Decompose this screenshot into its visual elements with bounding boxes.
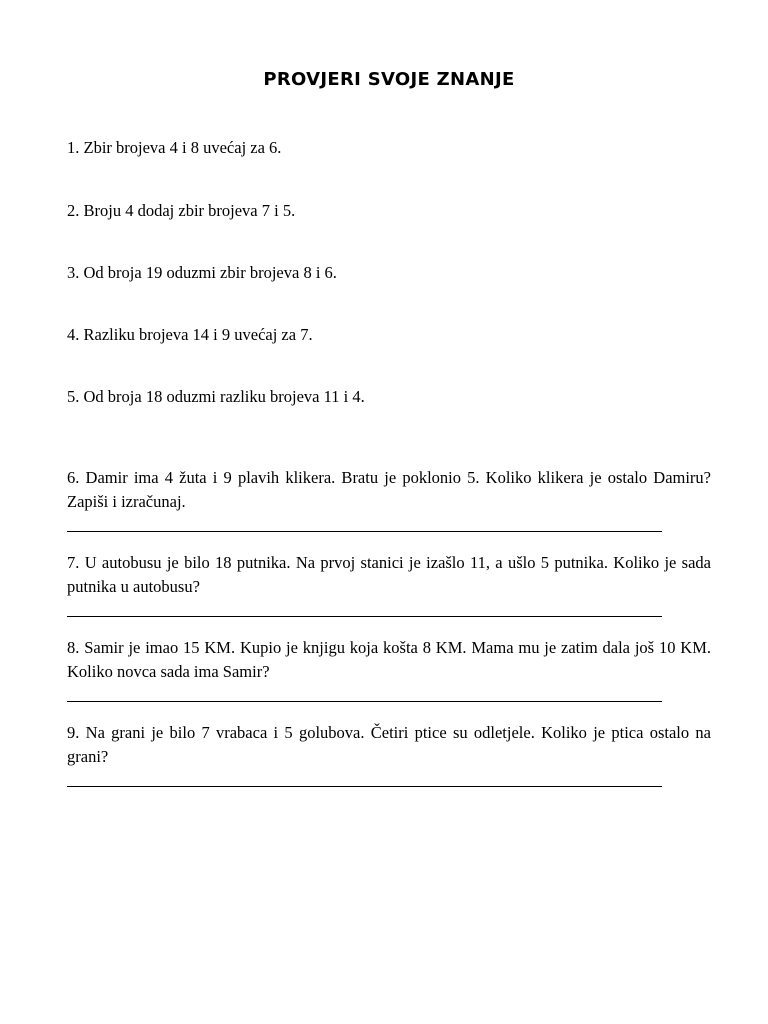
answer-line-6[interactable] [67, 531, 662, 532]
question-1: 1. Zbir brojeva 4 i 8 uvećaj za 6. [67, 138, 282, 157]
answer-line-7[interactable] [67, 616, 662, 617]
question-9: 9. Na grani je bilo 7 vrabaca i 5 golubova. Četiri ptice su odletjele. Koliko je ptica ostalo na grani? [67, 723, 711, 766]
question-5: 5. Od broja 18 oduzmi razliku brojeva 11 i 4. [67, 387, 365, 406]
answer-line-9[interactable] [67, 786, 662, 787]
answer-line-8[interactable] [67, 701, 662, 702]
question-3: 3. Od broja 19 oduzmi zbir brojeva 8 i 6. [67, 263, 337, 282]
question-6: 6. Damir ima 4 žuta i 9 plavih klikera. Bratu je poklonio 5. Koliko klikera je ostalo Damiru? Zapiši i izračunaj. [67, 468, 711, 511]
question-7: 7. U autobusu je bilo 18 putnika. Na prvoj stanici je izašlo 11, a ušlo 5 putnika. Koliko je sada putnika u autobusu? [67, 553, 711, 596]
page-title: PROVJERI SVOJE ZNANJE [263, 69, 515, 90]
question-4: 4. Razliku brojeva 14 i 9 uvećaj za 7. [67, 325, 313, 344]
question-8: 8. Samir je imao 15 KM. Kupio je knjigu koja košta 8 KM. Mama mu je zatim dala još 10 KM. Koliko novca sada ima Samir? [67, 638, 711, 681]
question-2: 2. Broju 4 dodaj zbir brojeva 7 i 5. [67, 201, 296, 220]
